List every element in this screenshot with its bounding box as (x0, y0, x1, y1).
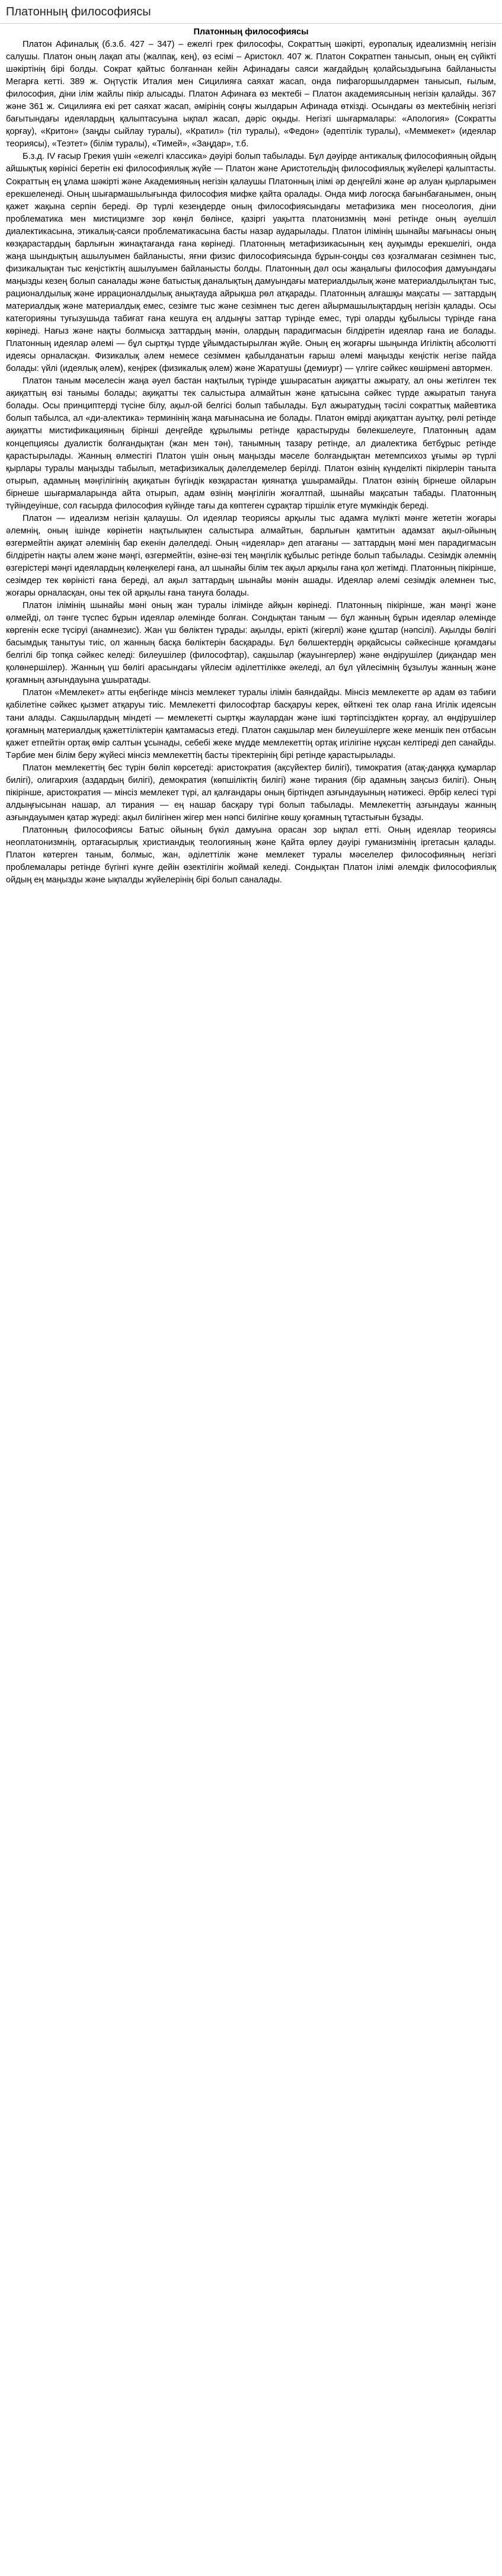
paragraph: Платон мемлекеттің бес түрін бөліп көрсетеді: аристократия (ақсүйектер билігі), тимократия (атақ-даңққа құмарлар билігі), олигархия (аздардың билігі), демократия (көпшіліктің билігі) және тирания (бір адамның заңсыз билігі). Оның пікірінше, аристократия — мінсіз мемлекет түрі, ал қалғандары оның біртіндеп азғындауының нәтижесі. Әрбір келесі түрі алдыңғысынан нашар, ал тирания — ең нашар басқару түрі болып табылады. Мемлекеттің азғындауы жанның азғындауымен қатар жүреді: ақыл билігінен жігер мен нәпсі билігіне көшу қоғамның тұтастығын бұзады. (6, 763, 496, 823)
paragraph: Платон «Мемлекет» атты еңбегінде мінсіз мемлекет туралы ілімін баяндайды. Мінсіз мемлекетте әр адам өз табиғи қабілетіне сәйкес қызмет атқаруы тиіс. Мемлекетті философтар басқаруы керек, өйткені тек олар ғана Игілік идеясын тани алады. Сақшылардың міндеті — мемлекетті сыртқы жаулардан және ішкі тәртіпсіздіктен қорғау, ал өндірушілер қоғамның материалдық қажеттіліктерін қамтамасыз етеді. Платон сақшылар мен билеушілерге жеке меншік пен отбасын қажет етпейтін ортақ өмір салтын ұсынады, себебі жеке мүдде мемлекеттің ортақ игілігіне нұқсан келтіреді деп санайды. Тәрбие мен білім беру жүйесі мінсіз мемлекеттің басты тіректерінің бірі ретінде қарастырылады. (6, 688, 496, 760)
paragraph: Платон таным мәселесін жаңа әуел бастан нақтылық түрінде ұшырасатын ақиқатты ажырату, ал оны жетілген тек ақиқаттың өзі танымы болады; ақиқатты тек салыстыра алмайтын және қатысына сәйкес түрде ажыратып тануға болады. Осы принциптерді түсіне білу, ақыл-ой белгісі болып табылады. Бұл ажыратудың тәсілі сократтық майевтика болып табылса, ал «ди-алектика» терминінің жаңа мағынасына ие болады. Платон өмірді ақиқаттан ауытқу, рөлі ретінде ақиқатты мистификацияның бірінші деңгейде құрылымы ретінде қарастыруды бөлекшелеуге, Платонның адам концепциясы дуалистік болғандықтан (жан мен тән), танымның тазару ретінде, ал диалектика бетбұрыс ретінде қарастырылады. Жанның өлместігі Платон үшін оның маңызды мәселе болғандықтан метемпсихоз ұғымы әр түрлі қырлары туралы маңызды табылып, метафизикалық дәлелдемелер берілді. Платон өзінің күнделікті пікірлерін таныта отырып, адамның мәңгілігінің ақиқатын бүгіндік көзқарастан қиянатқа ұшырамайды. Платон өзінің бірнеше ойларын бірнеше шығармаларында айта отырып, адам өзінің мәңгілігін жоғалтпай, шынайы мақсатын табады. Платонның түйіндеуінше, сол ғасырда философия күйінде тағы да көптеген сұрақтар тіршілік етуге мүмкіндік береді. (6, 376, 496, 511)
paragraph: Платонның философиясы Батыс ойының бүкіл дамуына орасан зор ықпал етті. Оның идеялар теориясы неоплатонизмнің, ортағасырлық христиандық теологияның және Қайта өрлеу дәуірі гуманизмінің іргетасын қалады. Платон көтерген таным, болмыс, жан, әділеттілік және мемлекет туралы мәселелер философияның негізгі проблемалары ретінде бүгінгі күнге дейін өзектілігін жоймай келеді. Сондықтан Платон ілімі әлемдік философиялық ойдың ең маңызды және ықпалды жүйелерінің бірі болып саналады. (6, 825, 496, 885)
article (0, 26, 502, 887)
page-title: Платонның философиясы (6, 5, 151, 18)
paragraph: Б.з.д. IV ғасыр Грекия үшін «ежелгі классика» дәуірі болып табылады. Бұл дәуірде антикалық философияның ойдың айшықтық көрінісі беретін екі философиялық жүйе — Платон және Аристотельдің философиялық жүйелері қалыптасты. Сократтың ең ұлама шәкірті және Академияның негізін қалаушы Платонның ілімі әр деңгейлі және әр алуан қырларымен ерекшеленеді. Оның шығармашылығында философия мифке қайта оралады. Онда миф логосқа бағынбағанымен, оның қажет жақына серпін береді. Әр түрлі кезеңдерде оның философиясындағы метафизика мен гносеология, діни проблематика мен мистицизмге зор көңіл бөлінсе, қазіргі уақытта платонизмнің мәні ретінде оның әуелшіл диалектикасына, этикалық-саяси проблематикасына басты назар аударылады. Платон ілімінің шынайы мағынасы оның көзқарастардың барлығын жинақтағанда ғана көрінеді. Платонның метафизикасының кең ауқымды ерекшелігі, онда жаңа шындықтың ашылуымен байланысты, яғни физис философиясында бұрын-соңды сөз қозғалмаған сезімнен тыс, физикалықтан тыс кеңістіктің ашылуымен байланысты болды. Платонның дәл осы жаңалығы философия дамуындағы маңызды кезең болып саналады және батыстық даналықтың дамуындағы материалдылық және материалдылықтан тыс, рационалдылық және иррационалдылық анықтауда айрықша рөл атқарады. Платонның алғашқы мақсаты — заттардың материалдық және материалдық емес, сезімге тыс және сезімнен тыс деген айырмашылықтардың негізін қалады. Осы категорияны туғызушыда табиғат ғана кешуға ең алдыңғы заттар түрінде емес, түрі оларды құбылысы түрінде ғана көрінеді. Нағыз және нақты болмысқа заттардың мәнін, олардың парадигмасын білдіретін идеялар ғана ие болады. Платонның идеялар әлемі — бұл сыртқы түрде ұйымдастырылған жүйе. Оның ең жоғарғы шыңында Игіліктің абсолютті идеясы орналасқан. Физикалық әлем немесе сезіммен қабылданатын ғарыш әлемі маңызды кеңістік негізе пайда болады: үйлі (идеялық әлем), кеңірек (физикалық әлем) және Жаратушы (демиург) — үлгіге сәйкес көшірмені автормен. (6, 152, 496, 374)
paragraph: Платон Афиналық (б.з.б. 427 – 347) – ежелгі грек философы, Сократтың шәкірті, еуропалық идеализмнің негізін салушы. Платон оның лақап аты (жалпақ, кең), өз есімі – Аристокл. 407 ж. Платон Сократпен танысып, оның ең сүйікті шәкіртінің бірі болды. Сократ қайтыс болғаннан кейін Афинадағы саяси жағдайдың қолайсыздығына байланысты Мегарға кетті. 389 ж. Оңтүстік Италия мен Сицилияға саяхат жасап, онда пифагоршылдармен танысып, ғылым, философия, діни ілім жайлы пікір алысады. Платон Афинаға өз мектебі – Платон академиясының негізін қалайды. 367 және 361 ж. Сицилияға екі рет саяхат жасап, әмірінің соңғы жылдарын Афинада өткізді. Осындағы өз мектебінің негізгі бағытындағы идеялардың қалыптасуына ықпал жасап, дәріс оқыды. Негізгі шығармалары: «Апология» (Сократты қорғау), «Критон» (заңды сыйлау туралы), «Кратил» (тіл туралы), «Федон» (әдептілік туралы), «Меммекет» (идеялар теориясы), «Теэтет» (білім туралы), «Тимей», «Заңдар», т.б. (6, 40, 496, 149)
document-title: Платонның философиясы (193, 27, 309, 37)
paragraph: Платон — идеализм негізін қалаушы. Ол идеялар теориясы арқылы тыс адамға мүлікті мәнге жететін жоғары әлемнің, оның ішінде көрінетін нақтылықпен салыстыра алмайтын, барлығын қамтитын адамзат ақыл-ойының өзгермейтін ақиқат әлемінің бар екенін дәлелдеді. Оның «идеялар» деп атағаны — заттардың мәні мен парадигмасын білдіретін нақты әлем және мәңгі, өзгермейтін, өзіне-өзі тең мәңгілік құбылыс ретінде болып табылады. Сезімдік әлемнің өзгерістері мәңгі идеялардың көлеңкелері ғана, ал шынайы білім тек ақыл арқылы ғана қол жетімді. Платонның пікірінше, сезімдер тек көріністі ғана береді, ал ақыл заттардың шынайы мәнін ашады. Идеялар әлемі сезімдік әлемнен тыс, жоғары орналасқан, оны тек ой арқылы ғана тануға болады. (6, 513, 496, 599)
paragraph: Платон ілімінің шынайы мәні оның жан туралы ілімінде айқын көрінеді. Платонның пікірінше, жан мәңгі және өлмейді, ол тәнге түспес бұрын идеялар әлемінде болған. Сондықтан таным — бұл жанның бұрын идеялар әлемінде көргенін еске түсіруі (анамнезис). Жан үш бөліктен тұрады: ақылды, ерікті (жігерлі) және құштар (нәпсілі). Ақылды бөлігі басымдық танытуы тиіс, ол жанның басқа бөліктерін басқарады. Бұл бөлшектердің әрқайсысы сәйкесінше қоғамдағы белгілі бір топқа сәйкес келеді: билеушілер (философтар), сақшылар (жауынгерлер) және өндірушілер (диқандар мен қолөнершілер). Жанның үш бөлігі арасындағы үйлесім әділеттілікке әкеледі, ал бұл үйлесімнің бұзылуы жанның және қоғамның азғындауына ұшыратады. (6, 601, 496, 686)
document-body (6, 39, 496, 887)
page-header (0, 0, 502, 24)
